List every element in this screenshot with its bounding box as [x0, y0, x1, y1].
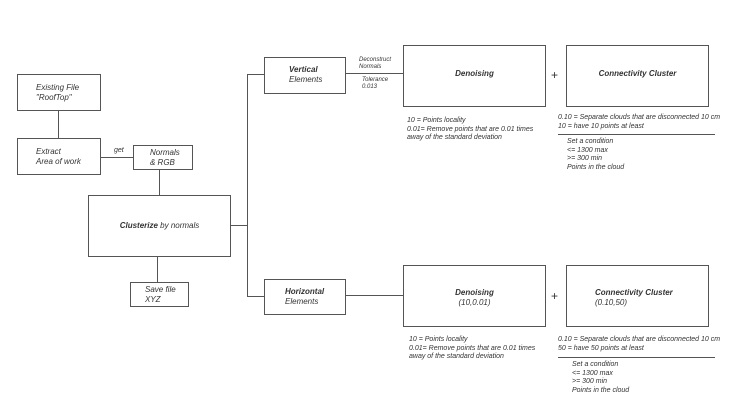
- vertical-denoising-notes: [407, 117, 533, 143]
- connector-trunk-vertical: [247, 74, 264, 75]
- extract-node: [17, 138, 101, 175]
- connector-trunk-horizontal: [247, 296, 264, 297]
- note-line: >= 300 min: [567, 155, 603, 162]
- note-line: 10 = Points locality: [407, 117, 466, 124]
- deconstruct-normals-label: [359, 57, 391, 71]
- connector-clusterize-save: [157, 256, 158, 282]
- node-params: (10,0.01): [458, 298, 491, 307]
- connector-horizontal-denoising: [345, 295, 403, 296]
- node-label: Denoising: [455, 69, 494, 78]
- connector-file-extract: [58, 110, 59, 138]
- horizontal-connectivity-notes: [558, 336, 720, 353]
- node-label: XYZ: [145, 295, 161, 304]
- note-line: <= 1300 max: [567, 146, 608, 154]
- horizontal-denoising-node: [403, 265, 546, 327]
- connector-normals-clusterize: [159, 169, 160, 195]
- note-line: 10 = have 10 points at least: [558, 122, 644, 130]
- node-label: Clusterize by normals: [119, 221, 200, 230]
- horizontal-condition-notes: [572, 361, 629, 395]
- label-line: Tolerance: [362, 77, 389, 83]
- node-label: Denoising: [455, 288, 494, 297]
- note-line: 0.01= Remove points that are 0.01 times: [409, 344, 536, 352]
- vertical-connectivity-node: [566, 45, 709, 107]
- note-line: 0.01= Remove points that are 0.01 times: [407, 125, 534, 133]
- note-line: <= 1300 max: [572, 369, 613, 377]
- label-line: 0.013: [362, 84, 378, 90]
- existing-file-node: [17, 74, 101, 111]
- normals-node: [133, 145, 193, 170]
- node-label: "RoofTop": [36, 93, 72, 102]
- node-label: Connectivity Cluster: [598, 69, 677, 78]
- node-label: Connectivity Cluster: [595, 288, 673, 297]
- note-line: away of the standard deviation: [409, 353, 504, 360]
- save-file-node: [130, 282, 189, 307]
- note-line: 50 = have 50 points at least: [558, 344, 644, 352]
- note-line: 0.10 = Separate clouds that are disconnected 10 cm: [558, 336, 721, 343]
- note-line: 10 = Points locality: [409, 336, 468, 343]
- get-label: get: [114, 147, 124, 154]
- node-label: & RGB: [150, 158, 175, 167]
- horizontal-elements-node: [264, 279, 346, 315]
- node-params: (0.10,50): [595, 298, 628, 307]
- node-label: Save file: [145, 285, 176, 294]
- plus-sign: +: [551, 68, 559, 82]
- vertical-elements-node: [264, 57, 346, 94]
- node-label: Normals: [150, 148, 180, 157]
- vertical-denoising-node: [403, 45, 546, 107]
- vertical-condition-notes: [567, 138, 624, 172]
- connector-vertical-denoising: [345, 73, 403, 74]
- note-line: away of the standard deviation: [407, 134, 502, 141]
- node-label: Vertical: [289, 65, 318, 74]
- node-label: Horizontal: [285, 287, 325, 296]
- node-label: Elements: [289, 75, 323, 84]
- connector-extract-normals: [100, 157, 133, 158]
- plus-sign: +: [551, 289, 559, 303]
- note-line: >= 300 min: [572, 378, 608, 385]
- branch-trunk: [247, 74, 248, 296]
- tolerance-label: [362, 77, 388, 91]
- vertical-connectivity-notes: [558, 114, 720, 131]
- node-label: Elements: [285, 297, 319, 306]
- note-line: Points in the cloud: [572, 386, 630, 394]
- divider-top-condition: [558, 134, 715, 135]
- node-label: Extract: [36, 147, 61, 156]
- node-label: Existing File: [36, 83, 80, 92]
- connector-clusterize-branch: [230, 225, 247, 226]
- horizontal-denoising-notes: [409, 336, 535, 362]
- horizontal-connectivity-node: [566, 265, 709, 327]
- clusterize-node: [88, 195, 231, 257]
- note-line: 0.10 = Separate clouds that are disconnected 10 cm: [558, 114, 721, 121]
- note-line: Set a condition: [572, 361, 619, 368]
- label-line: Normals: [359, 64, 382, 70]
- label-line: Deconstruct: [359, 57, 392, 63]
- node-label: Area of work: [36, 157, 81, 166]
- note-line: Points in the cloud: [567, 163, 625, 171]
- divider-bottom-condition: [558, 357, 715, 358]
- note-line: Set a condition: [567, 138, 614, 145]
